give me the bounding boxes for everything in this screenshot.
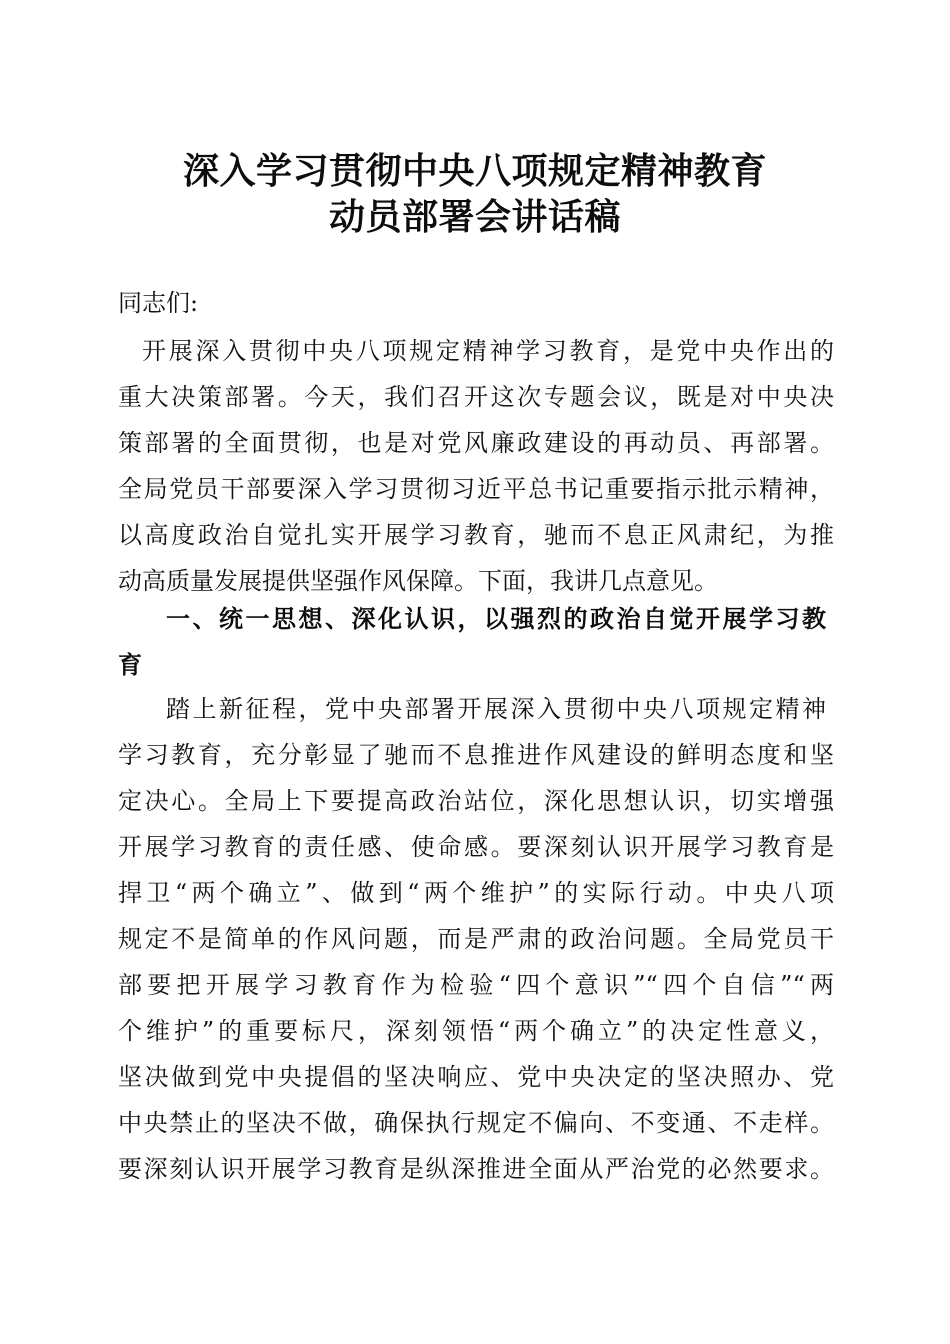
paragraph-2-line-11: 要深刻认识开展学习教育是纵深推进全面从严治党的必然要求。 (118, 1155, 834, 1183)
paragraph-2-line-2: 学习教育，充分彰显了驰而不息推进作风建设的鲜明态度和坚 (118, 741, 834, 769)
paragraph-2-line-7: 部要把开展学习教育作为检验“四个意识”“四个自信”“两 (118, 971, 834, 999)
paragraph-1-line-5: 以高度政治自觉扎实开展学习教育，驰而不息正风肃纪，为推 (118, 521, 834, 549)
paragraph-2-line-8: 个维护”的重要标尺，深刻领悟“两个确立”的决定性意义， (118, 1017, 834, 1045)
paragraph-2-line-9: 坚决做到党中央提倡的坚决响应、党中央决定的坚决照办、党 (118, 1063, 834, 1091)
paragraph-1-line-1: 开展深入贯彻中央八项规定精神学习教育，是党中央作出的 (142, 337, 834, 365)
paragraph-2-line-1: 踏上新征程，党中央部署开展深入贯彻中央八项规定精神 (166, 695, 826, 723)
paragraph-2-line-10: 中央禁止的坚决不做，确保执行规定不偏向、不变通、不走样。 (118, 1109, 834, 1137)
paragraph-2-line-6: 规定不是简单的作风问题，而是严肃的政治问题。全局党员干 (118, 925, 834, 953)
document-title-line-2: 动员部署会讲话稿 (328, 196, 621, 238)
paragraph-1-line-2: 重大决策部署。今天，我们召开这次专题会议，既是对中央决 (118, 383, 834, 411)
paragraph-1-line-4: 全局党员干部要深入学习贯彻习近平总书记重要指示批示精神， (118, 475, 834, 503)
section-heading-1-line-1: 一、统一思想、深化认识，以强烈的政治自觉开展学习教 (166, 605, 826, 633)
section-heading-1-line-2: 育 (118, 651, 142, 679)
paragraph-1-line-3: 策部署的全面贯彻，也是对党风廉政建设的再动员、再部署。 (118, 429, 834, 457)
salutation: 同志们: (118, 289, 199, 317)
paragraph-2-line-3: 定决心。全局上下要提高政治站位，深化思想认识，切实增强 (118, 787, 834, 815)
paragraph-1-line-6: 动高质量发展提供坚强作风保障。下面，我讲几点意见。 (118, 567, 718, 595)
paragraph-2-line-4: 开展学习教育的责任感、使命感。要深刻认识开展学习教育是 (118, 833, 834, 861)
paragraph-2-line-5: 捍卫“两个确立”、做到“两个维护”的实际行动。中央八项 (118, 879, 834, 907)
document-title-line-1: 深入学习贯彻中央八项规定精神教育 (182, 150, 767, 192)
